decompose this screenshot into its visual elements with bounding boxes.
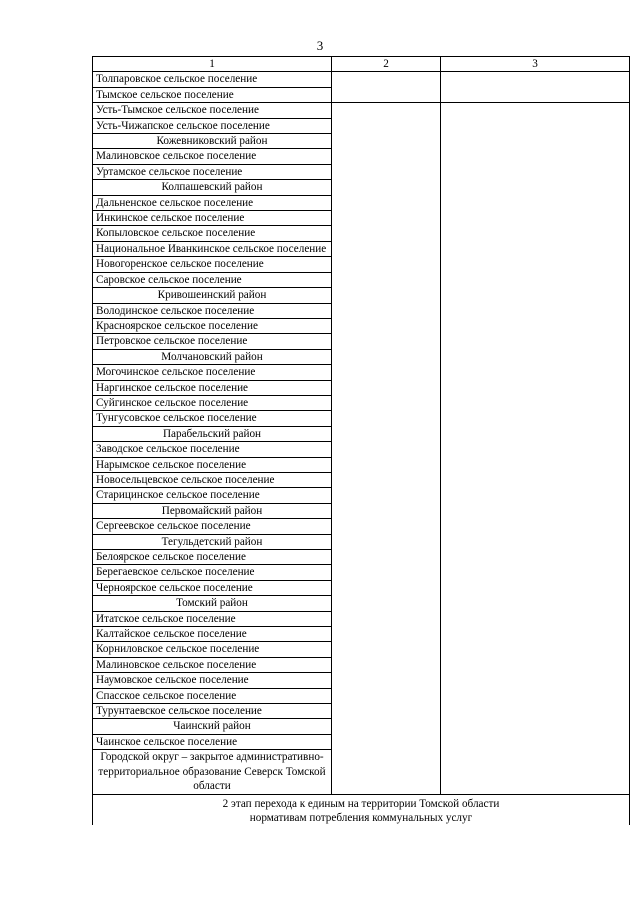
settlement-name: Дальненское сельское поселение [93, 195, 332, 210]
settlement-name: Турунтаевское сельское поселение [93, 704, 332, 719]
table-row [93, 72, 630, 87]
value-cell [332, 103, 441, 794]
district-name: Колпашевский район [93, 180, 332, 195]
stage-row [93, 794, 630, 825]
settlement-name: Наумовское сельское поселение [93, 673, 332, 688]
settlement-name: Наргинское сельское поселение [93, 380, 332, 395]
district-name: Первомайский район [93, 503, 332, 518]
stage-heading [93, 794, 630, 825]
column-header-1: 1 [93, 57, 332, 72]
settlement-name: Калтайское сельское поселение [93, 627, 332, 642]
settlement-name: Толпаровское сельское поселение [93, 72, 332, 87]
settlement-name: Берегаевское сельское поселение [93, 565, 332, 580]
district-name: Кривошеинский район [93, 288, 332, 303]
district-name: Городской округ – закрытое административно-территориальное образование Северск Томской области [93, 750, 332, 794]
page-number: 3 [316, 38, 324, 53]
settlement-name: Усть-Тымское сельское поселение [93, 103, 332, 118]
settlement-name: Черноярское сельское поселение [93, 580, 332, 595]
settlement-name: Красноярское сельское поселение [93, 318, 332, 333]
settlement-name: Новогоренское сельское поселение [93, 257, 332, 272]
settlement-name: Новосельцевское сельское поселение [93, 472, 332, 487]
settlement-name: Суйгинское сельское поселение [93, 395, 332, 410]
value-cell [441, 72, 630, 103]
stage-heading-line-1: 2 этап перехода к единым на территории Томской области [222, 797, 500, 810]
settlement-name: Тунгусовское сельское поселение [93, 411, 332, 426]
settlement-name: Могочинское сельское поселение [93, 365, 332, 380]
district-name: Молчановский район [93, 349, 332, 364]
column-header-3: 3 [441, 57, 630, 72]
column-header-2: 2 [332, 57, 441, 72]
settlement-name: Старицинское сельское поселение [93, 488, 332, 503]
settlement-name: Петровское сельское поселение [93, 334, 332, 349]
district-name: Томский район [93, 596, 332, 611]
table-header-row [93, 57, 630, 72]
settlement-name: Чаинское сельское поселение [93, 734, 332, 749]
settlement-name: Спасское сельское поселение [93, 688, 332, 703]
settlement-name: Уртамское сельское поселение [93, 164, 332, 179]
settlement-name: Нарымское сельское поселение [93, 457, 332, 472]
district-name: Чаинский район [93, 719, 332, 734]
district-name: Тегульдетский район [93, 534, 332, 549]
settlements-table [92, 56, 630, 825]
value-cell [332, 72, 441, 103]
settlement-name: Тымское сельское поселение [93, 87, 332, 102]
settlement-name: Копыловское сельское поселение [93, 226, 332, 241]
settlement-name: Володинское сельское поселение [93, 303, 332, 318]
settlement-name: Саровское сельское поселение [93, 272, 332, 287]
settlement-name: Корниловское сельское поселение [93, 642, 332, 657]
table-row [93, 103, 630, 118]
district-name: Парабельский район [93, 426, 332, 441]
settlement-name: Национальное Иванкинское сельское поселение [93, 241, 332, 256]
settlement-name: Малиновское сельское поселение [93, 657, 332, 672]
settlement-name: Усть-Чижапское сельское поселение [93, 118, 332, 133]
settlement-name: Сергеевское сельское поселение [93, 519, 332, 534]
settlement-name: Заводское сельское поселение [93, 442, 332, 457]
settlement-name: Итатское сельское поселение [93, 611, 332, 626]
settlement-name: Белоярское сельское поселение [93, 550, 332, 565]
district-name: Кожевниковский район [93, 134, 332, 149]
stage-heading-line-2: нормативам потребления коммунальных услуг [249, 811, 473, 824]
settlement-name: Инкинское сельское поселение [93, 211, 332, 226]
settlement-name: Малиновское сельское поселение [93, 149, 332, 164]
value-cell [441, 103, 630, 794]
